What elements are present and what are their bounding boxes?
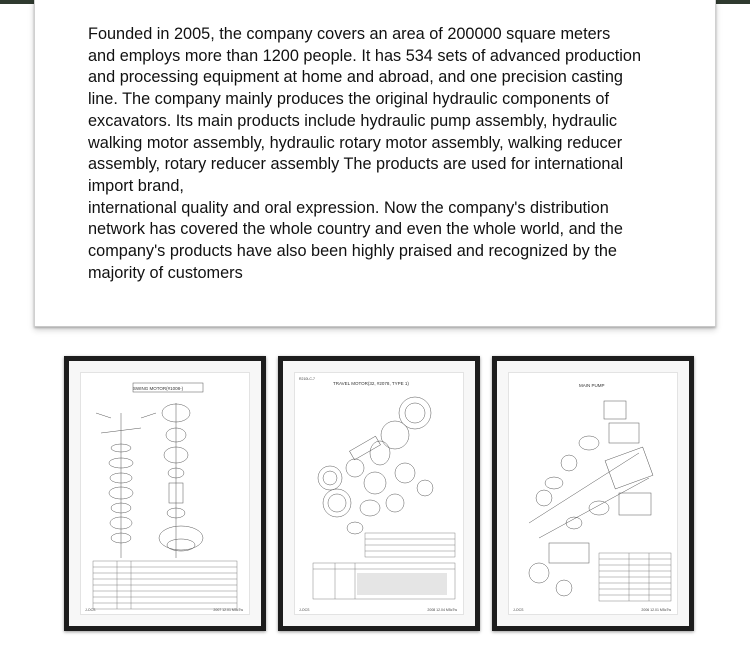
drawing-footer-right: 2007 12.01 M5cTw [213, 608, 243, 612]
company-intro-text: Founded in 2005, the company covers an area of 200000 square meters and employs more than 1200 people. It has 534 sets of advanced production and processing equipment at home and abroad, and one precision casting line. The company mainly produces the original hydraulic components of excavators. Its main products include hydraulic pump assembly, hydraulic walking motor assembly, hydraulic rotary motor assembly, walking reducer assembly, rotary reducer assembly The products are used for international import brand, international quality and oral expression. Now the company's distribution network has covered the whole country and even the whole world, and the company's products have also been highly praised and recognized by the majority of customers [88, 25, 642, 282]
main-pump-exploded-diagram [509, 373, 677, 614]
drawing-footer-left: J-OCS [299, 608, 310, 612]
drawing-sheet [508, 372, 678, 615]
framed-drawing-swing-motor [64, 356, 266, 631]
drawing-footer-right: 2006 12.01 M5cTw [641, 608, 671, 612]
drawing-title: MAIN PUMP [579, 383, 605, 388]
drawing-footer-right: 2008 12.04 M5cTw [427, 608, 457, 612]
travel-motor-exploded-diagram [295, 373, 463, 614]
drawing-title: TRAVEL MOTOR(32, #2078, TYPE 1) [333, 381, 409, 386]
top-right-decor-strip [710, 0, 750, 4]
company-intro-card [34, 0, 716, 327]
swing-motor-exploded-diagram [81, 373, 249, 614]
drawing-model-label: R210LC-7 [299, 377, 315, 381]
framed-drawing-main-pump [492, 356, 694, 631]
framed-drawing-travel-motor [278, 356, 480, 631]
drawing-sheet [80, 372, 250, 615]
drawing-footer-left: J-OCS [513, 608, 524, 612]
drawing-title: SWING MOTOR(#1008-) [133, 386, 184, 391]
drawing-sheet [294, 372, 464, 615]
drawing-footer-left: J-OCS [85, 608, 96, 612]
